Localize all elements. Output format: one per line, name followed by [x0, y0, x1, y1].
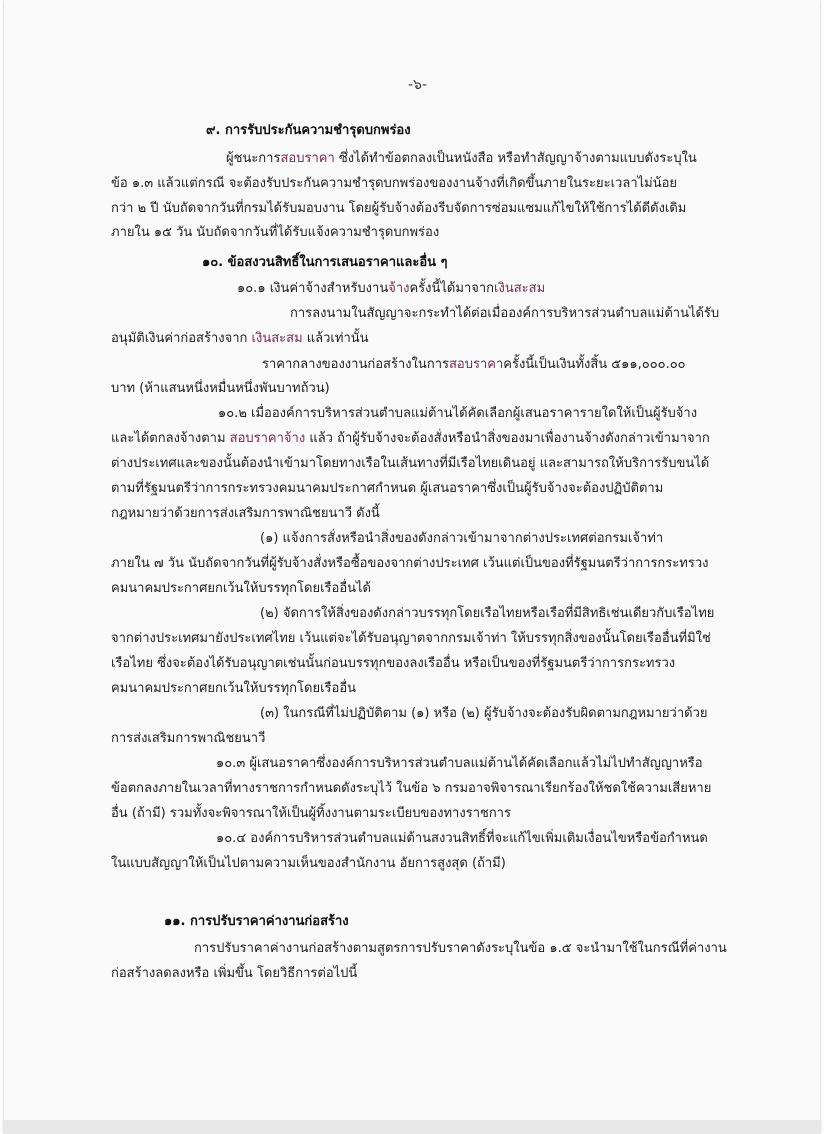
s10-line-16: เรือไทย ซึ่งจะต้องได้รับอนุญาตเช่นนั้นก่อนบรรทุกของลงเรืออื่น หรือเป็นของที่รัฐมนตรีว่าการกระทรวง [111, 656, 676, 671]
s10-line-9: ตามที่รัฐมนตรีว่าการกระทรวงคมนาคมประกาศกำหนด ผู้เสนอราคาซึ่งเป็นผู้รับจ้างจะต้องปฏิบัติตาม [111, 481, 664, 496]
s10-line-13: คมนาคมประกาศยกเว้นให้บรรทุกโดยเรืออื่นได้ [111, 581, 371, 596]
page-bottom-edge [4, 1120, 820, 1134]
document-page [4, 0, 820, 1134]
s10-line-11: (๑) แจ้งการสั่งหรือนำสิ่งของดังกล่าวเข้ามาจากต่างประเทศต่อกรมเจ้าท่า [260, 531, 664, 546]
s9-line-4: ภายใน ๑๕ วัน นับถัดจากวันที่ได้รับแจ้งความชำรุดบกพร่อง [111, 225, 440, 240]
s9-line-3: กว่า ๒ ปี นับถัดจากวันที่กรมได้รับมอบงาน โดยผู้รับจ้างต้องรีบจัดการซ่อมแซมแก้ไขให้ใช้การได้ดีดังเดิม [111, 201, 687, 216]
s10-line-12: ภายใน ๗ วัน นับถัดจากวันที่ผู้รับจ้างสั่งหรือซื้อของจากต่างประเทศ เว้นแต่เป็นของที่รัฐมนตรีว่าการกระทรวง [111, 556, 709, 571]
s10-line-10: กฎหมายว่าด้วยการส่งเสริมการพาณิชยนาวี ดังนี้ [111, 506, 380, 521]
section-9-heading: ๙. การรับประกันความชำรุดบกพร่อง [206, 123, 411, 138]
s10-line-6: ๑๐.๒ เมื่อองค์การบริหารส่วนตำบลแม่ต้านได้คัดเลือกผู้เสนอราคารายใดให้เป็นผู้รับจ้าง [218, 406, 698, 421]
s10-line-1: ๑๐.๑ เงินค่าจ้างสำหรับงานจ้างครั้งนี้ได้มาจากเงินสะสม [237, 281, 546, 296]
s10-line-5: บาท (ห้าแสนหนึ่งหมื่นหนึ่งพันบาทถ้วน) [111, 381, 330, 396]
s11-line-1: การปรับราคาค่างานก่อสร้างตามสูตรการปรับราคาดังระบุในข้อ ๑.๕ จะนำมาใช้ในกรณีที่ค่างาน [194, 941, 727, 956]
s10-line-21: ข้อตกลงภายในเวลาที่ทางราชการกำหนดดังระบุไว้ ในข้อ ๖ กรมอาจพิจารณาเรียกร้องให้ชดใช้ความเสียหาย [111, 781, 712, 796]
s10-line-24: ในแบบสัญญาให้เป็นไปตามความเห็นของสำนักงาน อัยการสูงสุด (ถ้ามี) [111, 856, 506, 871]
s9-line-1: ผู้ชนะการสอบราคา ซึ่งได้ทำข้อตกลงเป็นหนังสือ หรือทำสัญญาจ้างตามแบบดังระบุใน [226, 151, 697, 166]
s10-line-3: อนุมัติเงินค่าก่อสร้างจาก เงินสะสม แล้วเท่านั้น [111, 331, 369, 346]
s10-line-2: การลงนามในสัญญาจะกระทำได้ต่อเมื่อองค์การบริหารส่วนตำบลแม่ต้านได้รับ [290, 306, 720, 321]
s10-line-20: ๑๐.๓ ผู้เสนอราคาซึ่งองค์การบริหารส่วนตำบลแม่ต้านได้คัดเลือกแล้วไม่ไปทำสัญญาหรือ [216, 756, 703, 771]
section-10-heading: ๑๐. ข้อสงวนสิทธิ์ในการเสนอราคาและอื่น ๆ [202, 255, 448, 270]
s10-line-7: และได้ตกลงจ้างตาม สอบราคาจ้าง แล้ว ถ้าผู้รับจ้างจะต้องสั่งหรือนำสิ่งของมาเพื่องานจ้างดังกล่าวเข้ามาจาก [111, 431, 710, 446]
s10-line-18: (๓) ในกรณีที่ไม่ปฏิบัติตาม (๑) หรือ (๒) ผู้รับจ้างจะต้องรับผิดตามกฎหมายว่าด้วย [260, 706, 708, 721]
page-number: -๖- [408, 77, 427, 93]
s10-line-19: การส่งเสริมการพาณิชยนาวี [111, 731, 266, 746]
s9-line-2: ข้อ ๑.๓ แล้วแต่กรณี จะต้องรับประกันความชำรุดบกพร่องของงานจ้างที่เกิดขึ้นภายในระยะเวลาไม่น้อย [111, 176, 678, 191]
section-11-heading: ๑๑. การปรับราคาค่างานก่อสร้าง [164, 914, 349, 929]
s10-line-15: จากต่างประเทศมายังประเทศไทย เว้นแต่จะได้รับอนุญาตจากกรมเจ้าท่า ให้บรรทุกสิ่งของนั้นโดยเรืออื่นที่มิใช่ [111, 631, 711, 646]
s10-line-8: ต่างประเทศและของนั้นต้องนำเข้ามาโดยทางเรือในเส้นทางที่มีเรือไทยเดินอยู่ และสามารถให้บริการรับขนได้ [111, 456, 710, 471]
s10-line-22: อื่น (ถ้ามี) รวมทั้งจะพิจารณาให้เป็นผู้ทิ้งงานตามระเบียบของทางราชการ [111, 806, 511, 821]
s10-line-14: (๒) จัดการให้สิ่งของดังกล่าวบรรทุกโดยเรือไทยหรือเรือที่มีสิทธิเช่นเดียวกับเรือไทย [260, 606, 715, 621]
s10-line-4: ราคากลางของงานก่อสร้างในการสอบราคาครั้งนี้เป็นเงินทั้งสิ้น ๕๑๑,๐๐๐.๐๐ [262, 357, 686, 372]
s11-line-2: ก่อสร้างลดลงหรือ เพิ่มขึ้น โดยวิธีการต่อไปนี้ [111, 966, 358, 981]
s10-line-23: ๑๐.๔ องค์การบริหารส่วนตำบลแม่ต้านสงวนสิทธิ์ที่จะแก้ไขเพิ่มเติมเงื่อนไขหรือข้อกำหนด [216, 831, 708, 846]
s10-line-17: คมนาคมประกาศยกเว้นให้บรรทุกโดยเรืออื่น [111, 681, 357, 696]
